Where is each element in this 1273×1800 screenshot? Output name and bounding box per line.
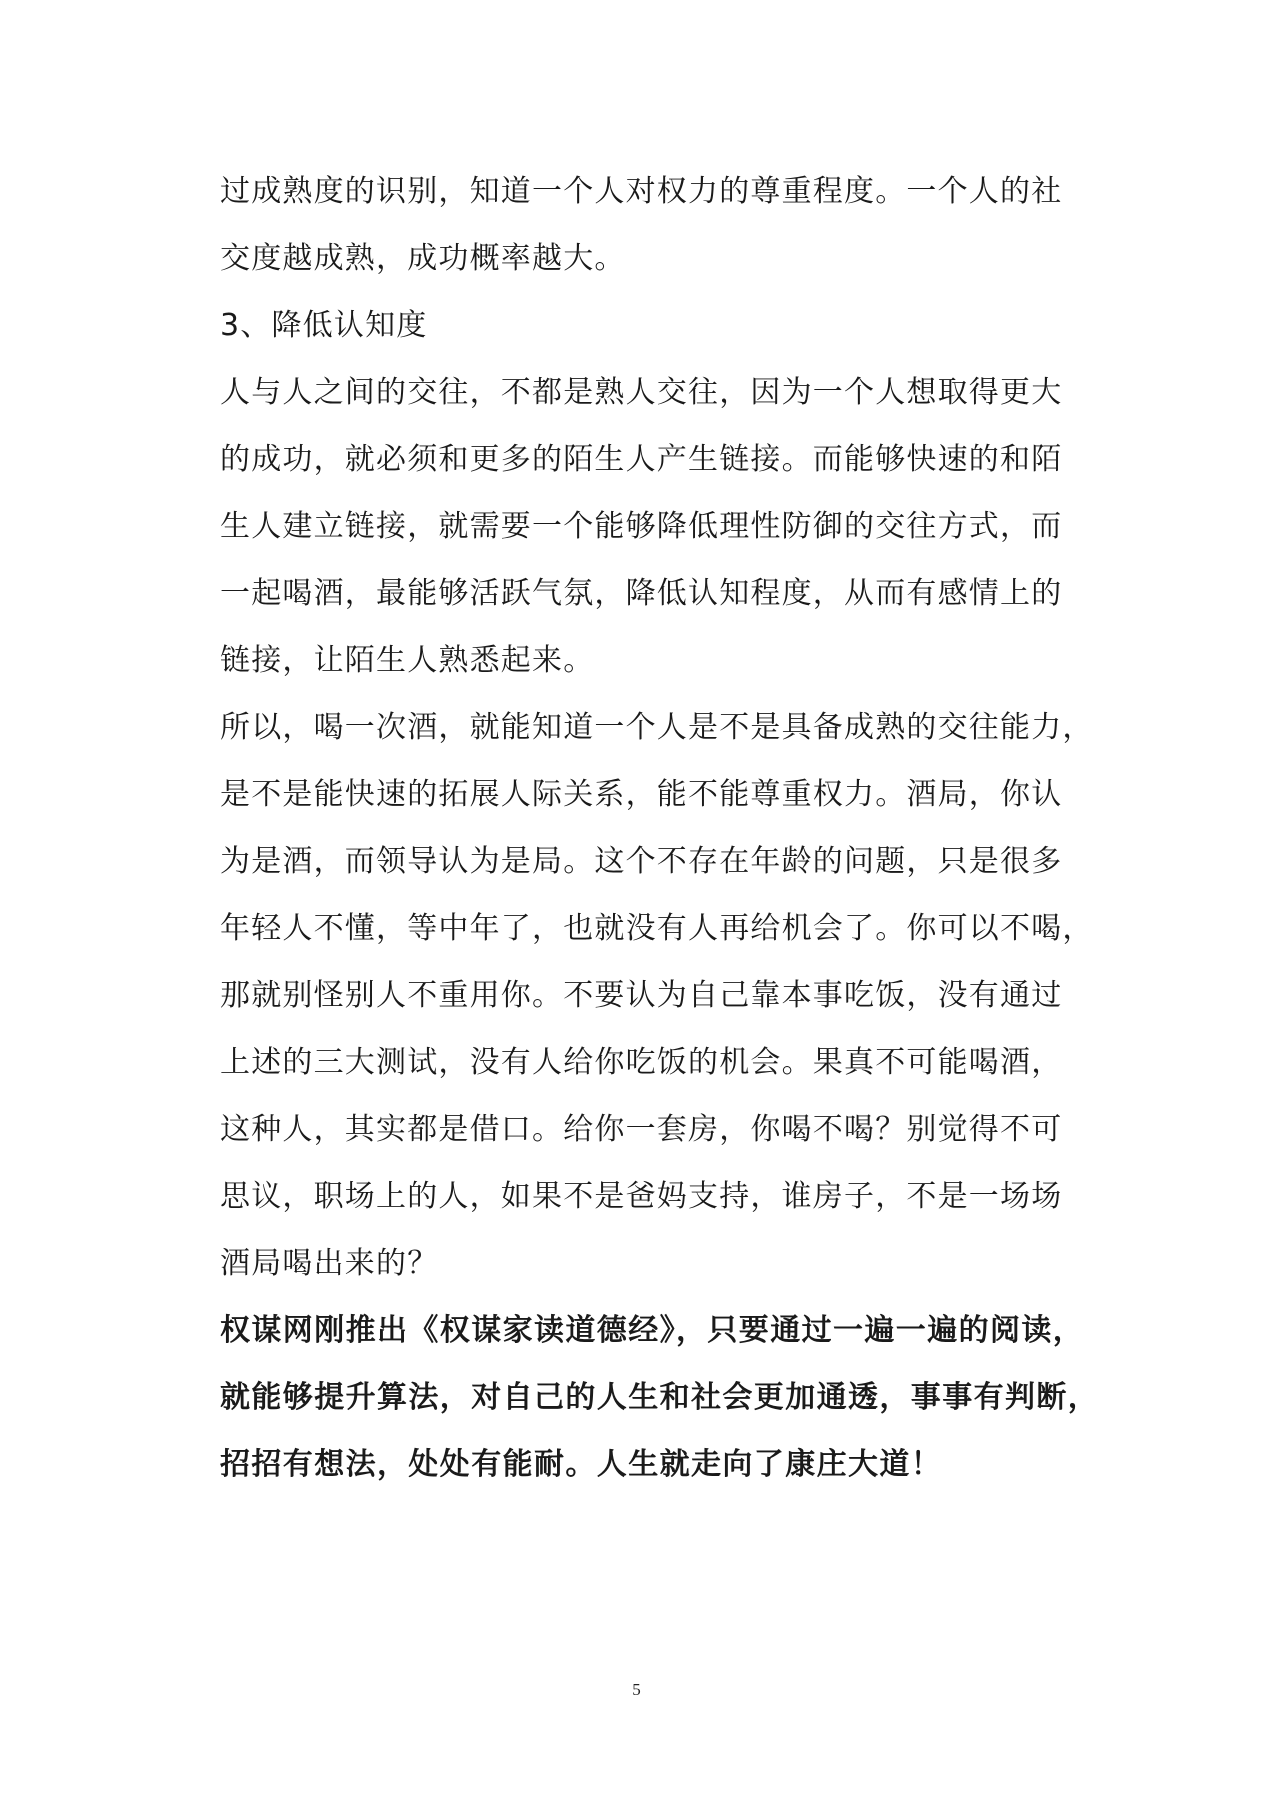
text-line: 所以，喝一次酒，就能知道一个人是不是具备成熟的交往能力， [220,710,1094,745]
text-line: 这种人，其实都是借口。给你一套房，你喝不喝？别觉得不可 [220,1112,1063,1147]
text-line: 人与人之间的交往，不都是熟人交往，因为一个人想取得更大 [220,375,1063,410]
text-line: 一起喝酒，最能够活跃气氛，降低认知程度，从而有感情上的 [220,576,1063,611]
text-line: 过成熟度的识别，知道一个人对权力的尊重程度。一个人的社 [220,174,1063,209]
promo-text-line: 权谋网刚推出《权谋家读道德经》，只要通过一遍一遍的阅读， [220,1313,1085,1348]
text-line: 酒局喝出来的？ [220,1246,439,1281]
text-line: 链接，让陌生人熟悉起来。 [220,643,595,678]
text-line: 是不是能快速的拓展人际关系，能不能尊重权力。酒局，你认 [220,777,1063,812]
text-line: 为是酒，而领导认为是局。这个不存在年龄的问题，只是很多 [220,844,1063,879]
text-line: 上述的三大测试，没有人给你吃饭的机会。果真不可能喝酒， [220,1045,1063,1080]
text-line: 交度越成熟，成功概率越大。 [220,241,626,276]
text-line: 的成功，就必须和更多的陌生人产生链接。而能够快速的和陌 [220,442,1063,477]
text-line: 那就别怪别人不重用你。不要认为自己靠本事吃饭，没有通过 [220,978,1063,1013]
page-number: 5 [632,1680,641,1699]
text-line: 思议，职场上的人，如果不是爸妈支持，谁房子，不是一场场 [220,1179,1063,1214]
text-line: 生人建立链接，就需要一个能够降低理性防御的交往方式，而 [220,509,1063,544]
section-heading: 3、降低认知度 [220,308,428,343]
body-text [220,158,1100,1498]
promo-text-line: 招招有想法，处处有能耐。人生就走向了康庄大道！ [220,1447,943,1482]
text-line: 年轻人不懂，等中年了，也就没有人再给机会了。你可以不喝， [220,911,1094,946]
promo-text-line: 就能够提升算法，对自己的人生和社会更加通透，事事有判断， [220,1380,1100,1415]
